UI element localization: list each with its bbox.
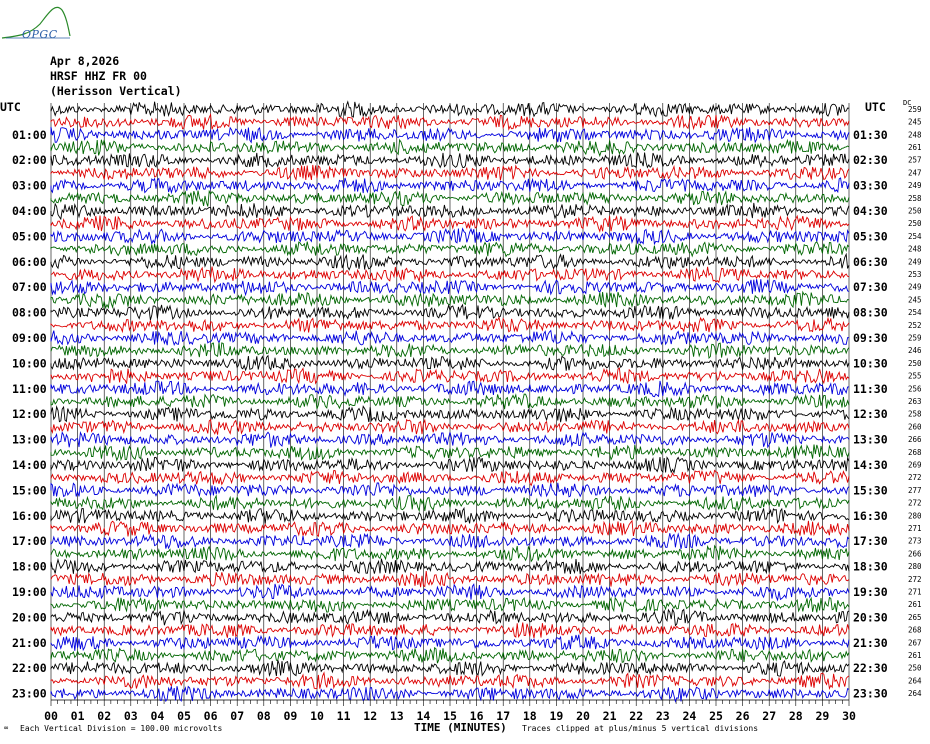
dc-offset-label: 277 xyxy=(908,485,922,495)
dc-offset-label: 247 xyxy=(908,168,922,178)
left-time-label: 20:00 xyxy=(12,610,47,625)
dc-offset-label: 255 xyxy=(908,371,922,381)
x-tick-label: 29 xyxy=(815,709,830,723)
footer-scale-note: Each Vertical Division = 100.00 microvolts xyxy=(20,724,223,733)
dc-offset-label: 246 xyxy=(908,346,922,356)
right-time-label: 17:30 xyxy=(853,534,888,549)
dc-offset-label: 264 xyxy=(908,676,922,686)
right-time-label: 10:30 xyxy=(853,356,888,371)
left-time-label: 10:00 xyxy=(12,356,47,371)
x-tick-label: 15 xyxy=(443,709,457,723)
dc-offset-label: 250 xyxy=(908,663,922,673)
right-time-label: 06:30 xyxy=(853,254,888,269)
x-tick-label: 08 xyxy=(256,709,271,723)
dc-offset-label: 248 xyxy=(908,244,922,254)
date-label: Apr 8,2026 xyxy=(50,54,120,68)
dc-offset-label: 248 xyxy=(908,130,922,140)
x-tick-label: 12 xyxy=(363,709,378,723)
left-time-label: 11:00 xyxy=(12,381,47,396)
x-tick-label: 03 xyxy=(123,709,138,723)
dc-offset-label: 254 xyxy=(908,308,922,318)
x-tick-label: 14 xyxy=(416,709,431,723)
dc-offset-label: 259 xyxy=(908,333,922,343)
right-time-label: 14:30 xyxy=(853,458,888,473)
x-tick-label: 25 xyxy=(709,709,723,723)
left-time-label: 22:00 xyxy=(12,661,47,676)
left-time-label: 19:00 xyxy=(12,585,47,600)
x-tick-label: 13 xyxy=(389,709,404,723)
dc-offset-label: 249 xyxy=(908,257,922,267)
left-time-label: 12:00 xyxy=(12,407,47,422)
dc-offset-label: 258 xyxy=(908,409,922,419)
dc-offset-label: 271 xyxy=(908,587,922,597)
dc-offset-label: 259 xyxy=(908,104,922,114)
left-time-label: 15:00 xyxy=(12,483,47,498)
footer-clip-note: Traces clipped at plus/minus 5 vertical divisions xyxy=(522,724,759,733)
dc-offset-label: 269 xyxy=(908,460,922,470)
x-tick-label: 00 xyxy=(44,709,58,723)
dc-offset-label: 271 xyxy=(908,524,922,534)
left-time-label: 02:00 xyxy=(12,153,47,168)
x-tick-label: 30 xyxy=(842,709,856,723)
x-tick-label: 27 xyxy=(762,709,777,723)
left-time-label: 05:00 xyxy=(12,229,47,244)
right-time-label: 05:30 xyxy=(853,229,888,244)
x-tick-label: 01 xyxy=(70,709,85,723)
left-time-label: 03:00 xyxy=(12,178,47,193)
right-time-label: 13:30 xyxy=(853,432,888,447)
dc-offset-label: 249 xyxy=(908,181,922,191)
right-time-label: 18:30 xyxy=(853,559,888,574)
dc-offset-label: 257 xyxy=(908,155,922,165)
x-tick-label: 19 xyxy=(549,709,564,723)
dc-offset-label: 245 xyxy=(908,117,922,127)
x-tick-label: 24 xyxy=(682,709,697,723)
dc-offset-label: 263 xyxy=(908,397,922,406)
logo-text: OPGC xyxy=(22,28,58,41)
x-tick-label: 21 xyxy=(602,709,617,723)
dc-offset-label: 272 xyxy=(908,498,922,508)
right-time-label: 03:30 xyxy=(853,178,888,193)
right-time-label: 19:30 xyxy=(853,585,888,600)
dc-offset-label: 250 xyxy=(908,219,922,229)
x-tick-label: 16 xyxy=(469,709,484,723)
left-time-label: 01:00 xyxy=(12,127,47,142)
x-tick-label: 28 xyxy=(788,709,803,723)
left-time-label: 21:00 xyxy=(12,635,47,650)
location-label: (Herisson Vertical) xyxy=(50,84,182,98)
x-tick-label: 02 xyxy=(97,709,112,723)
right-time-label: 16:30 xyxy=(853,508,888,523)
right-time-label: 21:30 xyxy=(853,635,888,650)
left-time-label: 04:00 xyxy=(12,203,47,218)
dc-offset-label: 254 xyxy=(908,231,922,241)
dc-offset-label: 273 xyxy=(908,536,922,546)
dc-offset-label: 261 xyxy=(908,142,922,152)
dc-offset-label: 250 xyxy=(908,358,922,368)
x-tick-label: 20 xyxy=(576,709,590,723)
right-time-label: 09:30 xyxy=(853,330,888,345)
right-time-label: 08:30 xyxy=(853,305,888,320)
x-axis-title: TIME (MINUTES) xyxy=(414,721,507,734)
left-time-label: 14:00 xyxy=(12,458,47,473)
x-tick-label: 04 xyxy=(150,709,165,723)
x-tick-label: 17 xyxy=(496,709,511,723)
dc-offset-label: 265 xyxy=(908,612,922,622)
right-time-label: 02:30 xyxy=(853,153,888,168)
dc-offset-label: 260 xyxy=(908,422,922,432)
x-tick-label: 26 xyxy=(735,709,750,723)
x-tick-label: 09 xyxy=(283,709,298,723)
dc-offset-label: 252 xyxy=(908,320,922,330)
dc-offset-label: 266 xyxy=(908,549,922,559)
dc-offset-label: 258 xyxy=(908,193,922,203)
dc-offset-label: 267 xyxy=(908,638,922,648)
dc-offset-label: 245 xyxy=(908,295,922,305)
left-time-label: 18:00 xyxy=(12,559,47,574)
footer-mark: ∞ xyxy=(4,724,9,732)
x-tick-label: 23 xyxy=(655,709,670,723)
dc-offset-label: 268 xyxy=(908,447,922,457)
x-tick-label: 07 xyxy=(230,709,245,723)
right-time-label: 11:30 xyxy=(853,381,888,396)
left-time-label: 23:00 xyxy=(12,686,47,701)
dc-offset-label: 249 xyxy=(908,282,922,292)
left-time-label: 08:00 xyxy=(12,305,47,320)
left-time-label: 16:00 xyxy=(12,508,47,523)
dc-offset-label: 256 xyxy=(908,384,922,394)
dc-offset-label: 264 xyxy=(908,689,922,699)
right-time-label: 12:30 xyxy=(853,407,888,422)
x-tick-label: 10 xyxy=(310,709,324,723)
dc-offset-label: 268 xyxy=(908,625,922,635)
left-time-label: 13:00 xyxy=(12,432,47,447)
dc-offset-label: 250 xyxy=(908,206,922,216)
x-tick-label: 11 xyxy=(336,709,351,723)
dc-offset-label: 253 xyxy=(908,269,922,279)
dc-offset-label: 266 xyxy=(908,435,922,445)
right-utc-label: UTC xyxy=(865,100,886,114)
left-time-label: 07:00 xyxy=(12,280,47,295)
dc-offset-label: 261 xyxy=(908,651,922,661)
left-utc-label: UTC xyxy=(0,100,21,114)
x-tick-label: 05 xyxy=(177,709,191,723)
right-time-label: 04:30 xyxy=(853,203,888,218)
x-tick-label: 06 xyxy=(203,709,218,723)
left-time-label: 06:00 xyxy=(12,254,47,269)
right-time-label: 01:30 xyxy=(853,127,888,142)
dc-offset-label: 272 xyxy=(908,473,922,483)
right-time-label: 22:30 xyxy=(853,661,888,676)
right-time-label: 20:30 xyxy=(853,610,888,625)
left-time-label: 09:00 xyxy=(12,330,47,345)
right-time-label: 23:30 xyxy=(853,686,888,701)
right-time-label: 15:30 xyxy=(853,483,888,498)
dc-offset-label: 261 xyxy=(908,600,922,610)
x-tick-label: 22 xyxy=(629,709,644,723)
station-label: HRSF HHZ FR 00 xyxy=(50,69,147,83)
left-time-label: 17:00 xyxy=(12,534,47,549)
dc-header-label: DC xyxy=(903,99,912,107)
right-time-label: 07:30 xyxy=(853,280,888,295)
x-tick-label: 18 xyxy=(522,709,537,723)
dc-offset-label: 280 xyxy=(908,511,922,521)
dc-offset-label: 280 xyxy=(908,562,922,572)
dc-offset-label: 272 xyxy=(908,574,922,584)
